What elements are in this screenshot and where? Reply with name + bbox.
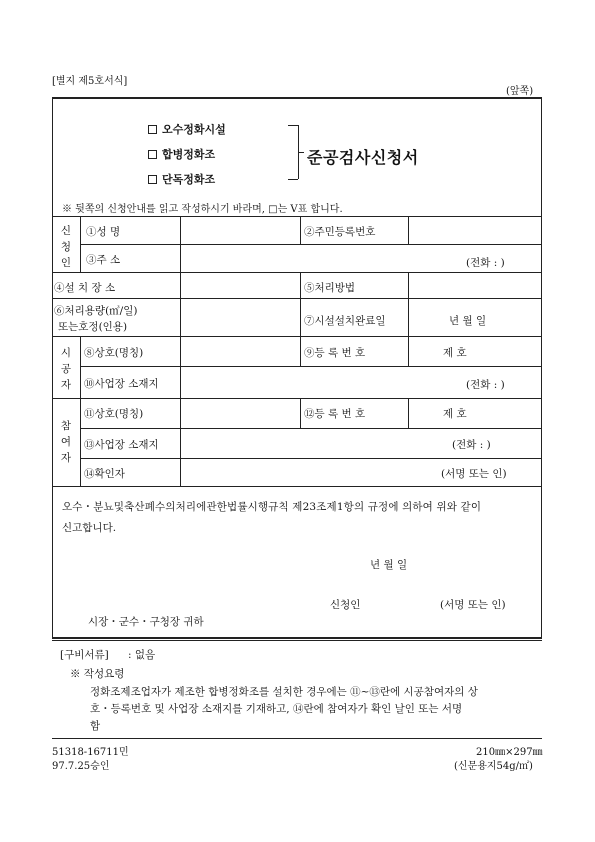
divider [52, 486, 542, 487]
declaration-sign-label: (서명 또는 인) [440, 599, 506, 611]
builder-reg-field[interactable]: 제 호 [443, 347, 467, 359]
bracket-mid [298, 152, 304, 153]
section-char: 참 [60, 420, 72, 432]
address-label: ③주 소 [86, 254, 121, 266]
option-sewage-facility[interactable] [148, 121, 226, 137]
declaration-applicant-label: 신청인 [330, 599, 361, 611]
section-char: 시 [60, 347, 72, 359]
divider [52, 738, 542, 739]
option-label: 단독정화조 [162, 173, 216, 186]
divider [300, 398, 301, 428]
builder-reg-label: ⑨등 록 번 호 [304, 347, 366, 359]
id-number-label: ②주민등록번호 [304, 226, 376, 238]
guide-text-2: 호・등록번호 및 사업장 소재지를 기재하고, ⑭란에 참여자가 확인 날인 또는 서명 [90, 703, 463, 715]
divider [300, 216, 301, 244]
divider [80, 216, 81, 272]
option-single-septic[interactable] [148, 171, 215, 187]
section-char: 신 [60, 225, 72, 237]
divider [408, 298, 409, 336]
approval-date: 97.7.25승인 [52, 761, 110, 772]
form-number-label: [별지 제5호서식] [52, 76, 128, 87]
addressee: 시장・군수・구청장 귀하 [88, 616, 204, 628]
section-char: 자 [60, 452, 72, 464]
builder-company-field[interactable] [181, 337, 299, 366]
paper-type: (신문용지54g/㎡) [454, 761, 533, 772]
option-label: 오수정화시설 [162, 123, 226, 136]
confirmer-label: ⑭확인자 [84, 468, 125, 480]
method-label: ⑤처리방법 [304, 282, 356, 294]
name-label: ①성 명 [86, 226, 121, 238]
completion-date-field[interactable]: 년 월 일 [449, 315, 487, 327]
name-field[interactable] [181, 217, 299, 244]
section-char: 청 [60, 241, 72, 253]
section-char: 여 [60, 436, 72, 448]
section-char: 공 [60, 363, 72, 375]
builder-address-label: ⑩사업장 소재지 [84, 378, 159, 390]
divider [300, 336, 301, 366]
form-code: 51318-16711민 [52, 747, 129, 758]
guide-text-3: 함 [90, 720, 101, 732]
participant-address-label: ⑬사업장 소재지 [84, 439, 159, 451]
page-side-label: (앞쪽) [506, 86, 534, 97]
confirmer-sign-label: (서명 또는 인) [441, 468, 507, 480]
participant-address-field[interactable] [181, 429, 441, 458]
builder-section-label [52, 345, 80, 393]
id-number-field[interactable] [409, 217, 541, 244]
builder-phone-label: (전화 : ) [466, 379, 505, 391]
participant-company-label: ⑪상호(명칭) [84, 408, 144, 420]
phone-label: (전화 : ) [466, 257, 505, 269]
checkbox-icon[interactable] [148, 150, 157, 159]
option-combined-septic[interactable] [148, 146, 215, 162]
form-title: 준공검사신청서 [307, 148, 419, 167]
bracket-top [288, 125, 298, 126]
participant-reg-label: ⑫등 록 번 호 [304, 408, 366, 420]
capacity-field[interactable] [181, 299, 299, 336]
required-docs-value: : 없음 [128, 649, 156, 661]
checkbox-icon[interactable] [148, 125, 157, 134]
divider [300, 272, 301, 336]
builder-company-label: ⑧상호(명칭) [84, 347, 144, 359]
location-field[interactable] [181, 273, 299, 298]
guide-text-1: 정화조제조업자가 제조한 합병정화조를 설치한 경우에는 ⑪~⑬란에 시공참여자의 상 [90, 686, 478, 698]
applicant-section-label [52, 223, 80, 271]
builder-address-field[interactable] [181, 367, 461, 398]
divider [408, 336, 409, 366]
notice-text: ※ 뒷쪽의 신청안내를 읽고 작성하시기 바라며, □는 V표 합니다. [62, 204, 343, 215]
divider [408, 398, 409, 428]
address-field[interactable] [181, 245, 461, 272]
option-label: 합병정화조 [162, 148, 216, 161]
bracket-bottom [288, 179, 298, 180]
declaration-text: 오수・분뇨및축산폐수의처리에관한법률시행규칙 제23조제1항의 규정에 의하여 위와 같이 [62, 501, 482, 513]
section-char: 자 [60, 379, 72, 391]
checkbox-icon[interactable] [148, 175, 157, 184]
location-label: ④설 치 장 소 [54, 282, 116, 294]
method-field[interactable] [409, 273, 541, 298]
paper-size: 210㎜×297㎜ [476, 747, 543, 758]
completion-date-label: ⑦시설설치완료일 [304, 315, 386, 327]
confirmer-field[interactable] [181, 459, 441, 486]
capacity-label: ⑥처리용량(㎥/일) [54, 305, 138, 317]
declaration-date[interactable]: 년 월 일 [370, 559, 408, 571]
capacity-label-2: 또는호정(인용) [58, 321, 128, 333]
declaration-text-2: 신고합니다. [62, 522, 117, 534]
section-char: 인 [60, 257, 72, 269]
participant-company-field[interactable] [181, 399, 299, 428]
required-docs-label: [구비서류] [60, 649, 109, 661]
guide-title: ※ 작성요령 [70, 668, 125, 680]
participant-section-label [52, 418, 80, 466]
participant-phone-label: (전화 : ) [452, 439, 491, 451]
divider [52, 640, 542, 641]
divider [80, 336, 81, 486]
participant-reg-field[interactable]: 제 호 [443, 408, 467, 420]
